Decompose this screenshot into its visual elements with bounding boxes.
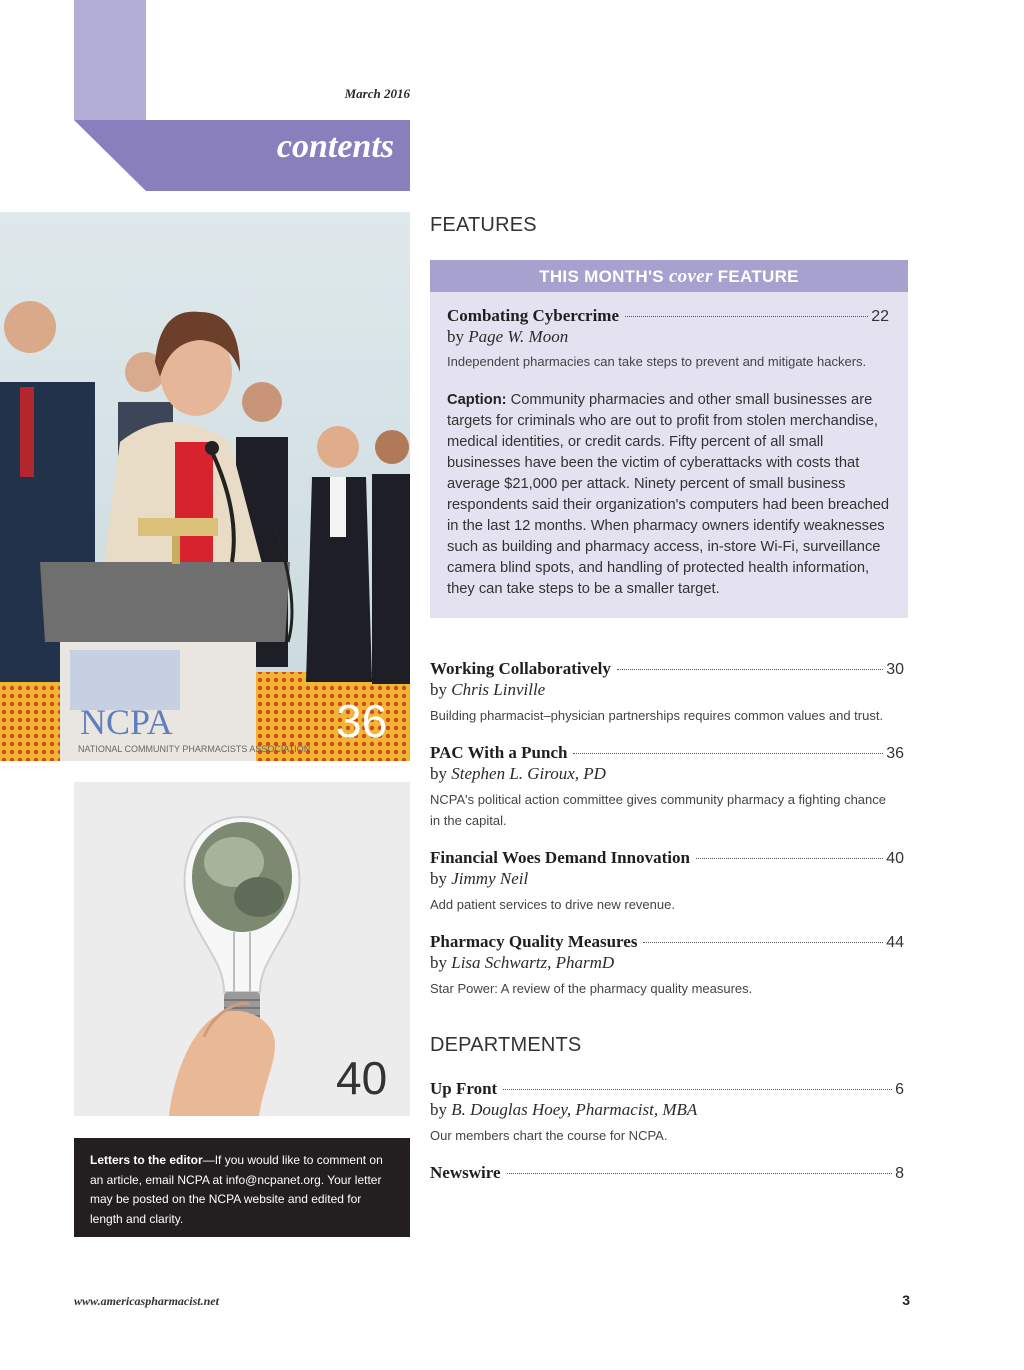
issue-date: March 2016 bbox=[344, 86, 410, 101]
entry-desc: Add patient services to drive new revenue. bbox=[430, 897, 675, 912]
footer-page-number: 3 bbox=[902, 1292, 910, 1308]
podium-photo bbox=[0, 212, 410, 761]
letters-to-editor-box bbox=[74, 1138, 410, 1237]
department-entry-newswire[interactable] bbox=[430, 1163, 904, 1183]
features-heading: FEATURES bbox=[430, 214, 537, 236]
cover-feature-header bbox=[430, 260, 908, 292]
entry-page: 36 bbox=[886, 745, 904, 762]
entry-title[interactable]: PAC With a Punch bbox=[430, 743, 568, 762]
caption-text: Community pharmacies and other small businesses are targets for criminals who are out to profit from stolen merchandise, medical identities, or credit cards. Fifty percent of all small businesses have been the victim of cyberattacks with costs that average $21,000 per attack. Ninety percent of small business respondents said their organization's computers had been breached in the last 12 months. When pharmacy owners identify weaknesses such as building and pharmacy access, in-store Wi-Fi, surveillance camera blind spots, and handling of protected health information, they can take steps to be a smaller target. bbox=[447, 392, 890, 597]
letters-label: Letters to the editor bbox=[90, 1153, 203, 1167]
departments-heading: DEPARTMENTS bbox=[430, 1034, 582, 1056]
entry-by: by bbox=[430, 764, 447, 783]
entry-title[interactable]: Newswire bbox=[430, 1163, 501, 1182]
leader-dots bbox=[573, 753, 883, 754]
photo-page-number-40: 40 bbox=[336, 1052, 388, 1104]
leader-dots bbox=[507, 1173, 893, 1174]
feature-entry-working-collaboratively[interactable] bbox=[430, 659, 904, 726]
entry-author: Lisa Schwartz, PharmD bbox=[451, 953, 615, 972]
entry-author: Chris Linville bbox=[451, 680, 546, 699]
caption-label: Caption: bbox=[447, 392, 507, 408]
entry-title[interactable]: Up Front bbox=[430, 1079, 498, 1098]
podium-logo-sub: NATIONAL COMMUNITY PHARMACISTS ASSOCIATION bbox=[78, 744, 311, 754]
entry-desc: Star Power: A review of the pharmacy quality measures. bbox=[430, 981, 753, 996]
entry-desc: Our members chart the course for NCPA. bbox=[430, 1128, 668, 1143]
entry-by: by bbox=[447, 327, 464, 346]
leader-dots bbox=[617, 669, 883, 670]
entry-title[interactable]: Working Collaboratively bbox=[430, 659, 611, 678]
entry-title[interactable]: Pharmacy Quality Measures bbox=[430, 932, 638, 951]
entry-by: by bbox=[430, 869, 447, 888]
entry-title[interactable]: Combating Cybercrime bbox=[447, 306, 620, 325]
entry-page: 40 bbox=[886, 850, 904, 867]
cover-caption bbox=[447, 390, 897, 600]
letters-text: —If you would like to comment on an article, email NCPA at info@ncpanet.org. Your letter may be posted on the NCPA website and edited for length and clarity. bbox=[90, 1153, 383, 1226]
entry-by: by bbox=[430, 680, 447, 699]
entry-page: 22 bbox=[871, 308, 889, 325]
feature-entry-pac-with-a-punch[interactable] bbox=[430, 743, 904, 831]
entry-by: by bbox=[430, 953, 447, 972]
entry-title[interactable]: Financial Woes Demand Innovation bbox=[430, 848, 690, 867]
entry-author: Page W. Moon bbox=[468, 327, 569, 346]
cover-head-pre: THIS MONTH'S bbox=[539, 267, 664, 286]
cover-head-italic: cover bbox=[668, 266, 713, 287]
page-title: contents bbox=[276, 128, 394, 165]
entry-page: 30 bbox=[886, 661, 904, 678]
feature-entry-pharmacy-quality[interactable] bbox=[430, 932, 904, 999]
entry-page: 6 bbox=[895, 1081, 904, 1098]
entry-author: B. Douglas Hoey, Pharmacist, MBA bbox=[451, 1100, 698, 1119]
entry-desc: NCPA's political action committee gives community pharmacy a fighting chance in the capital. bbox=[430, 792, 886, 828]
footer-url[interactable]: www.americaspharmacist.net bbox=[74, 1294, 219, 1308]
entry-page: 8 bbox=[895, 1165, 904, 1182]
leader-dots bbox=[643, 942, 883, 943]
entry-by: by bbox=[430, 1100, 447, 1119]
leader-dots bbox=[696, 858, 883, 859]
entry-page: 44 bbox=[886, 934, 904, 951]
cover-entry[interactable] bbox=[447, 306, 889, 372]
podium-logo: NCPA bbox=[80, 702, 173, 742]
header-tab-accent bbox=[74, 0, 146, 120]
entry-desc: Independent pharmacies can take steps to prevent and mitigate hackers. bbox=[447, 354, 867, 369]
leader-dots bbox=[625, 316, 868, 317]
leader-dots bbox=[503, 1089, 892, 1090]
entry-author: Stephen L. Giroux, PD bbox=[451, 764, 606, 783]
entry-author: Jimmy Neil bbox=[451, 869, 529, 888]
department-entry-up-front[interactable] bbox=[430, 1079, 904, 1146]
entry-desc: Building pharmacist–physician partnerships requires common values and trust. bbox=[430, 708, 884, 723]
feature-entry-financial-woes[interactable] bbox=[430, 848, 904, 915]
cover-head-post: FEATURE bbox=[717, 267, 799, 286]
photo-page-number-36: 36 bbox=[336, 695, 388, 747]
